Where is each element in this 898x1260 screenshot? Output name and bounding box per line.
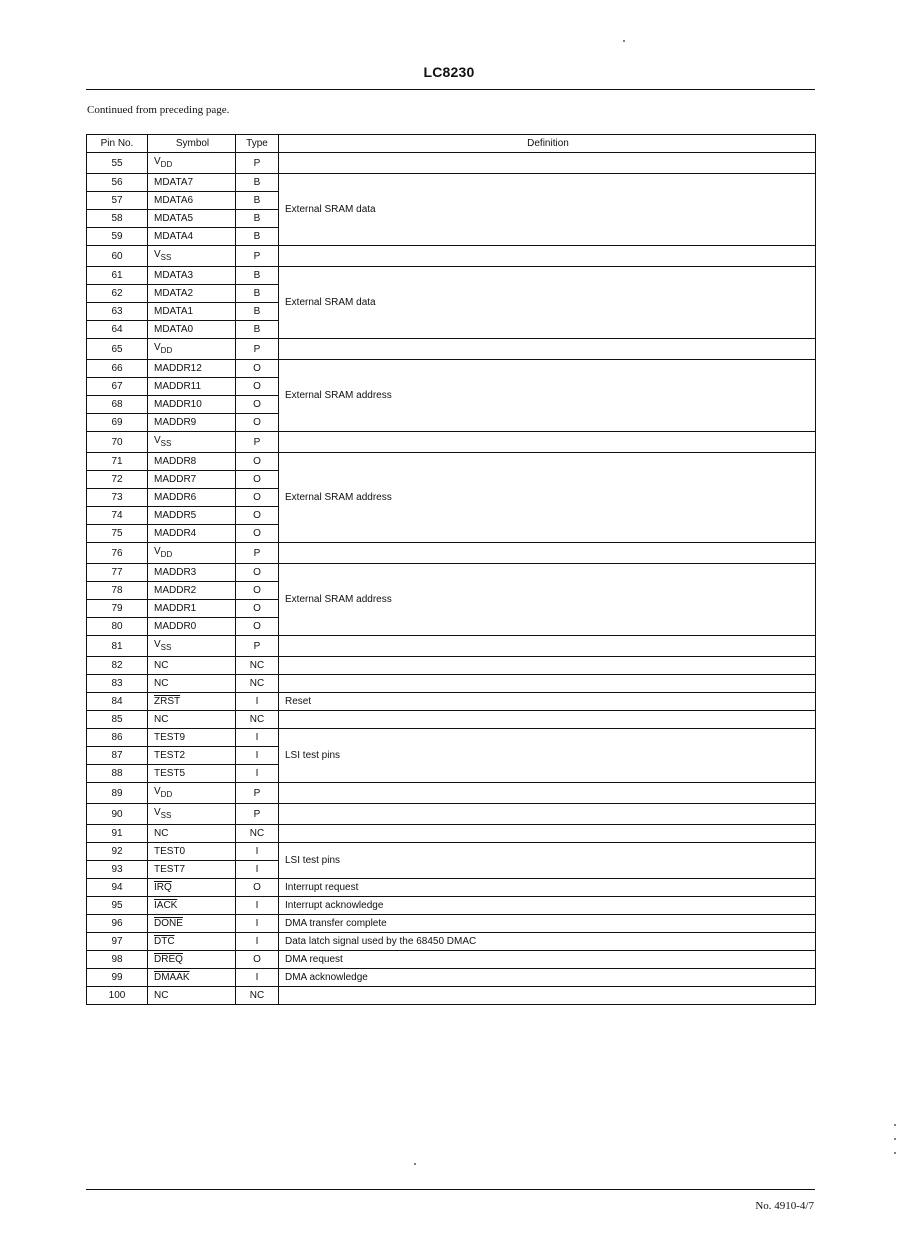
pin-number-cell: 81 — [87, 636, 148, 657]
symbol-text: DMAAK — [154, 972, 190, 983]
symbol-cell — [148, 675, 236, 693]
pin-number-cell: 76 — [87, 543, 148, 564]
symbol-cell — [148, 897, 236, 915]
symbol-text: NC — [154, 990, 169, 1001]
symbol-cell — [148, 543, 236, 564]
pin-number-cell: 77 — [87, 564, 148, 582]
symbol-text: TEST9 — [154, 732, 186, 743]
table-row — [87, 951, 816, 969]
table-row — [87, 783, 816, 804]
symbol-cell — [148, 174, 236, 192]
symbol-text: MDATA1 — [154, 306, 194, 317]
definition-cell — [279, 804, 816, 825]
symbol-text: MADDR10 — [154, 399, 202, 410]
pin-number-cell: 93 — [87, 861, 148, 879]
symbol-text: V — [154, 342, 161, 353]
scan-speck — [894, 1138, 896, 1140]
definition-cell: Interrupt acknowledge — [279, 897, 816, 915]
definition-cell — [279, 711, 816, 729]
pin-number-cell: 63 — [87, 303, 148, 321]
symbol-cell — [148, 657, 236, 675]
table-row — [87, 915, 816, 933]
table-row — [87, 804, 816, 825]
symbol-cell — [148, 432, 236, 453]
scan-speck — [894, 1152, 896, 1154]
pin-number-cell: 85 — [87, 711, 148, 729]
pin-number-cell: 74 — [87, 507, 148, 525]
pin-number-cell: 92 — [87, 843, 148, 861]
type-cell: I — [236, 861, 279, 879]
type-cell: I — [236, 843, 279, 861]
pin-number-cell: 61 — [87, 267, 148, 285]
definition-cell: LSI test pins — [279, 729, 816, 783]
table-row — [87, 174, 816, 192]
scan-speck — [414, 1163, 416, 1165]
pin-number-cell: 73 — [87, 489, 148, 507]
pin-number-cell: 79 — [87, 600, 148, 618]
type-cell: P — [236, 783, 279, 804]
symbol-text: MADDR1 — [154, 603, 197, 614]
pin-number-cell: 78 — [87, 582, 148, 600]
type-cell: NC — [236, 711, 279, 729]
type-cell: B — [236, 285, 279, 303]
type-cell: O — [236, 378, 279, 396]
header-symbol: Symbol — [148, 135, 236, 153]
symbol-text: V — [154, 807, 161, 818]
pin-number-cell: 58 — [87, 210, 148, 228]
symbol-cell — [148, 843, 236, 861]
symbol-text: NC — [154, 828, 169, 839]
definition-cell: DMA acknowledge — [279, 969, 816, 987]
type-cell: I — [236, 765, 279, 783]
symbol-subscript: SS — [160, 253, 172, 262]
symbol-cell — [148, 747, 236, 765]
table-row — [87, 711, 816, 729]
symbol-text: NC — [154, 714, 169, 725]
symbol-cell — [148, 267, 236, 285]
definition-cell — [279, 825, 816, 843]
table-row — [87, 153, 816, 174]
symbol-text: V — [154, 546, 161, 557]
pin-number-cell: 68 — [87, 396, 148, 414]
symbol-text: TEST0 — [154, 846, 186, 857]
symbol-text: MDATA7 — [154, 177, 194, 188]
table-row — [87, 987, 816, 1005]
symbol-cell — [148, 765, 236, 783]
symbol-text: NC — [154, 678, 169, 689]
type-cell: B — [236, 174, 279, 192]
symbol-cell — [148, 525, 236, 543]
type-cell: O — [236, 360, 279, 378]
type-cell: O — [236, 525, 279, 543]
definition-cell — [279, 543, 816, 564]
symbol-cell — [148, 783, 236, 804]
symbol-cell — [148, 861, 236, 879]
type-cell: O — [236, 396, 279, 414]
symbol-subscript: DD — [160, 160, 173, 169]
pin-table-body — [87, 153, 816, 1005]
type-cell: B — [236, 192, 279, 210]
symbol-cell — [148, 564, 236, 582]
definition-cell — [279, 246, 816, 267]
symbol-text: MADDR3 — [154, 567, 197, 578]
definition-cell: Data latch signal used by the 68450 DMAC — [279, 933, 816, 951]
pin-number-cell: 57 — [87, 192, 148, 210]
doc-number: No. 4910-4/7 — [755, 1200, 814, 1212]
pin-number-cell: 69 — [87, 414, 148, 432]
table-row — [87, 879, 816, 897]
symbol-text: MDATA2 — [154, 288, 194, 299]
table-row — [87, 843, 816, 861]
definition-cell: Reset — [279, 693, 816, 711]
pin-number-cell: 91 — [87, 825, 148, 843]
type-cell: P — [236, 543, 279, 564]
symbol-cell — [148, 453, 236, 471]
definition-cell — [279, 783, 816, 804]
type-cell: P — [236, 339, 279, 360]
symbol-cell — [148, 489, 236, 507]
scan-speck — [894, 1124, 896, 1126]
symbol-text: $\overline{DTC}$ — [154, 936, 175, 947]
pin-number-cell: 75 — [87, 525, 148, 543]
type-cell: B — [236, 303, 279, 321]
symbol-cell — [148, 618, 236, 636]
type-cell: O — [236, 471, 279, 489]
symbol-cell — [148, 210, 236, 228]
symbol-subscript: DD — [160, 550, 173, 559]
table-row — [87, 729, 816, 747]
symbol-text: TEST7 — [154, 864, 186, 875]
pin-number-cell: 66 — [87, 360, 148, 378]
type-cell: I — [236, 747, 279, 765]
table-row — [87, 693, 816, 711]
pin-number-cell: 83 — [87, 675, 148, 693]
symbol-cell — [148, 636, 236, 657]
symbol-text: IACK — [154, 900, 178, 911]
type-cell: NC — [236, 657, 279, 675]
symbol-cell — [148, 303, 236, 321]
symbol-text: $\overline{IRQ}$ — [154, 882, 172, 893]
definition-cell — [279, 636, 816, 657]
pin-number-cell: 71 — [87, 453, 148, 471]
symbol-text: MADDR6 — [154, 492, 197, 503]
table-row — [87, 675, 816, 693]
symbol-text: V — [154, 156, 161, 167]
pin-number-cell: 87 — [87, 747, 148, 765]
type-cell: I — [236, 915, 279, 933]
definition-cell: External SRAM data — [279, 267, 816, 339]
pin-number-cell: 62 — [87, 285, 148, 303]
symbol-cell — [148, 378, 236, 396]
symbol-cell — [148, 153, 236, 174]
pin-number-cell: 55 — [87, 153, 148, 174]
symbol-text: V — [154, 639, 161, 650]
symbol-cell — [148, 285, 236, 303]
symbol-subscript: SS — [160, 811, 172, 820]
definition-cell: Interrupt request — [279, 879, 816, 897]
table-header-row — [87, 135, 816, 153]
type-cell: I — [236, 897, 279, 915]
symbol-subscript: SS — [160, 439, 172, 448]
pin-number-cell: 94 — [87, 879, 148, 897]
symbol-text: MDATA3 — [154, 270, 194, 281]
pin-number-cell: 88 — [87, 765, 148, 783]
symbol-subscript: DD — [160, 346, 173, 355]
definition-cell — [279, 339, 816, 360]
pin-number-cell: 59 — [87, 228, 148, 246]
symbol-text: MDATA5 — [154, 213, 194, 224]
footer-rule — [86, 1189, 815, 1190]
header-pin-no: Pin No. — [87, 135, 148, 153]
symbol-cell — [148, 507, 236, 525]
type-cell: I — [236, 933, 279, 951]
symbol-cell — [148, 711, 236, 729]
symbol-text: V — [154, 786, 161, 797]
type-cell: P — [236, 153, 279, 174]
symbol-cell — [148, 414, 236, 432]
table-row — [87, 543, 816, 564]
symbol-text: MADDR11 — [154, 381, 202, 392]
symbol-text: MADDR9 — [154, 417, 197, 428]
type-cell: B — [236, 228, 279, 246]
pin-number-cell: 95 — [87, 897, 148, 915]
symbol-text: NC — [154, 660, 169, 671]
symbol-text: V — [154, 435, 161, 446]
table-row — [87, 339, 816, 360]
symbol-cell — [148, 471, 236, 489]
type-cell: I — [236, 969, 279, 987]
pin-number-cell: 84 — [87, 693, 148, 711]
symbol-cell — [148, 600, 236, 618]
type-cell: O — [236, 414, 279, 432]
type-cell: NC — [236, 675, 279, 693]
symbol-text: MADDR12 — [154, 363, 202, 374]
table-row — [87, 825, 816, 843]
definition-cell — [279, 657, 816, 675]
symbol-cell — [148, 915, 236, 933]
symbol-cell — [148, 969, 236, 987]
pin-number-cell: 99 — [87, 969, 148, 987]
table-row — [87, 453, 816, 471]
table-row — [87, 432, 816, 453]
pin-number-cell: 67 — [87, 378, 148, 396]
definition-cell: External SRAM address — [279, 453, 816, 543]
type-cell: O — [236, 600, 279, 618]
type-cell: B — [236, 210, 279, 228]
type-cell: O — [236, 453, 279, 471]
type-cell: O — [236, 582, 279, 600]
symbol-cell — [148, 825, 236, 843]
table-row — [87, 636, 816, 657]
symbol-text: DREQ — [154, 954, 183, 965]
definition-cell: DMA transfer complete — [279, 915, 816, 933]
pin-number-cell: 86 — [87, 729, 148, 747]
symbol-cell — [148, 360, 236, 378]
symbol-cell — [148, 729, 236, 747]
pin-number-cell: 72 — [87, 471, 148, 489]
type-cell: O — [236, 951, 279, 969]
symbol-cell — [148, 804, 236, 825]
scan-speck — [623, 40, 625, 42]
pin-number-cell: 60 — [87, 246, 148, 267]
page-title: LC8230 — [423, 64, 475, 80]
symbol-cell — [148, 396, 236, 414]
symbol-text: MADDR8 — [154, 456, 197, 467]
pin-number-cell: 90 — [87, 804, 148, 825]
symbol-text: MADDR7 — [154, 474, 197, 485]
pin-number-cell: 97 — [87, 933, 148, 951]
table-row — [87, 267, 816, 285]
symbol-text: MADDR0 — [154, 621, 197, 632]
symbol-cell — [148, 192, 236, 210]
symbol-cell — [148, 339, 236, 360]
table-row — [87, 969, 816, 987]
definition-cell — [279, 432, 816, 453]
type-cell: NC — [236, 987, 279, 1005]
table-row — [87, 360, 816, 378]
type-cell: B — [236, 321, 279, 339]
table-row — [87, 657, 816, 675]
pin-number-cell: 98 — [87, 951, 148, 969]
header-definition: Definition — [279, 135, 816, 153]
symbol-cell — [148, 321, 236, 339]
pin-number-cell: 100 — [87, 987, 148, 1005]
type-cell: I — [236, 693, 279, 711]
type-cell: O — [236, 507, 279, 525]
type-cell: P — [236, 804, 279, 825]
pin-number-cell: 56 — [87, 174, 148, 192]
symbol-cell — [148, 933, 236, 951]
symbol-cell — [148, 987, 236, 1005]
pin-number-cell: 89 — [87, 783, 148, 804]
symbol-text: MADDR2 — [154, 585, 197, 596]
definition-cell — [279, 675, 816, 693]
symbol-subscript: DD — [160, 790, 173, 799]
symbol-cell — [148, 582, 236, 600]
definition-cell: LSI test pins — [279, 843, 816, 879]
table-row — [87, 933, 816, 951]
definition-cell — [279, 987, 816, 1005]
type-cell: P — [236, 246, 279, 267]
symbol-text: V — [154, 249, 161, 260]
definition-cell: External SRAM address — [279, 564, 816, 636]
type-cell: O — [236, 879, 279, 897]
type-cell: P — [236, 432, 279, 453]
symbol-text: MADDR5 — [154, 510, 197, 521]
pin-number-cell: 65 — [87, 339, 148, 360]
symbol-subscript: SS — [160, 643, 172, 652]
symbol-text: DONE — [154, 918, 183, 929]
table-row — [87, 897, 816, 915]
symbol-cell — [148, 693, 236, 711]
symbol-text: ZRST — [154, 696, 181, 707]
definition-cell: DMA request — [279, 951, 816, 969]
type-cell: O — [236, 564, 279, 582]
symbol-text: MDATA6 — [154, 195, 194, 206]
symbol-cell — [148, 246, 236, 267]
symbol-text: MDATA0 — [154, 324, 194, 335]
pin-number-cell: 82 — [87, 657, 148, 675]
continued-note: Continued from preceding page. — [87, 104, 230, 116]
pin-number-cell: 96 — [87, 915, 148, 933]
pin-number-cell: 80 — [87, 618, 148, 636]
pin-number-cell: 70 — [87, 432, 148, 453]
type-cell: B — [236, 267, 279, 285]
symbol-text: MADDR4 — [154, 528, 197, 539]
symbol-cell — [148, 951, 236, 969]
type-cell: O — [236, 618, 279, 636]
type-cell: NC — [236, 825, 279, 843]
type-cell: P — [236, 636, 279, 657]
symbol-text: TEST2 — [154, 750, 186, 761]
pin-number-cell: 64 — [87, 321, 148, 339]
symbol-text: MDATA4 — [154, 231, 194, 242]
header-rule — [86, 89, 815, 90]
definition-cell — [279, 153, 816, 174]
definition-cell: External SRAM data — [279, 174, 816, 246]
header-type: Type — [236, 135, 279, 153]
type-cell: O — [236, 489, 279, 507]
type-cell: I — [236, 729, 279, 747]
symbol-cell — [148, 228, 236, 246]
symbol-text: TEST5 — [154, 768, 186, 779]
symbol-cell — [148, 879, 236, 897]
definition-cell: External SRAM address — [279, 360, 816, 432]
pin-table — [86, 134, 816, 1005]
table-row — [87, 564, 816, 582]
table-row — [87, 246, 816, 267]
